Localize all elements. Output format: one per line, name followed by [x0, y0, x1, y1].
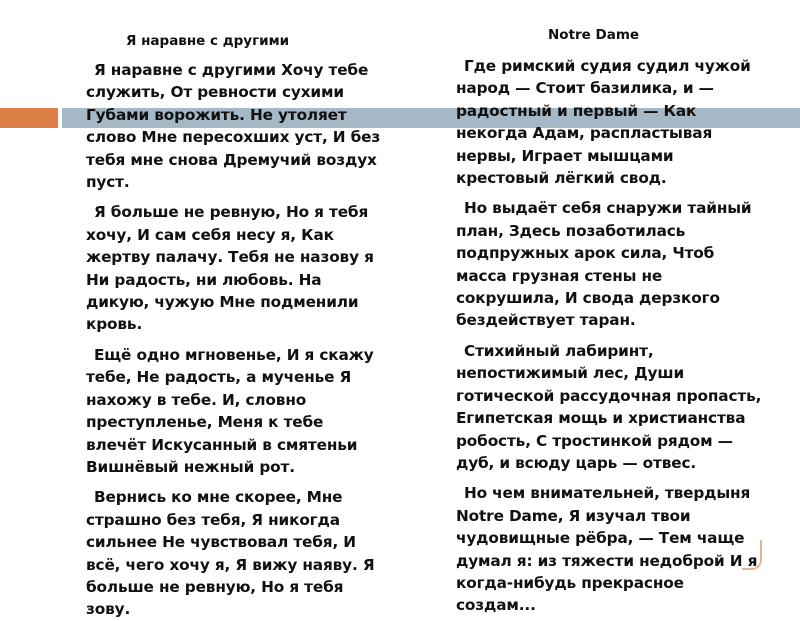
- corner-decoration: [742, 540, 762, 570]
- right-poem-stanza-4: Но чем внимательней, твердыня Notre Dame, Я изучал твои чудовищные рёбра, — Тем чаще думал я: из тяжести недоброй И я когда-нибудь прекрасное создам...: [456, 484, 758, 615]
- left-poem-stanza-3: Ещё одно мгновенье, И я скажу тебе, Не радость, а мученье Я нахожу в тебе. И, словно преступленье, Меня к тебе влечёт Искусанный в смятеньи Вишнёвый нежный рот.: [86, 345, 374, 476]
- left-poem-stanza-2: Я больше не ревную, Но я тебя хочу, И сам себя несу я, Как жертву палачу. Тебя не назову я Ни радость, ни любовь. На дикую, чужую Мне подменили кровь.: [86, 203, 374, 334]
- right-poem-stanza-2: Но выдаёт себя снаружи тайный план, Здесь позаботилась подпружных арок сила, Чтоб масса грузная стены не сокрушила, И свода дерзкого бездействует таран.: [456, 199, 752, 330]
- right-poem-stanza-1: Где римский судия судил чужой народ — Стоит базилика, и — радостный и первый — Как некогда Адам, распластывая нервы, Играет мышцами крестовый лёгкий свод.: [456, 57, 751, 188]
- left-poem-title: Я наравне с другими: [126, 33, 290, 49]
- left-poem-stanza-4: Вернись ко мне скорее, Мне страшно без тебя, Я никогда сильнее Не чувствовал тебя, И всё, чего хочу я, Я вижу наяву. Я больше не ревную, Но я тебя зову.: [86, 488, 375, 619]
- left-poem-stanza-1: Я наравне с другими Хочу тебе служить, От ревности сухими Губами ворожить. Не утоляет слово Мне пересохших уст, И без тебя мне снова Дремучий воздух пуст.: [86, 61, 381, 192]
- right-poem-body: [456, 55, 766, 617]
- left-poem-body: [86, 59, 386, 621]
- right-poem-stanza-3: Стихийный лабиринт, непостижимый лес, Души готической рассудочная пропасть, Египетская мощь и христианства робость, С тростинкой рядом — дуб, и всюду царь — отвес.: [456, 341, 762, 472]
- accent-band-orange: [0, 108, 58, 128]
- right-poem-title: Notre Dame: [548, 27, 640, 43]
